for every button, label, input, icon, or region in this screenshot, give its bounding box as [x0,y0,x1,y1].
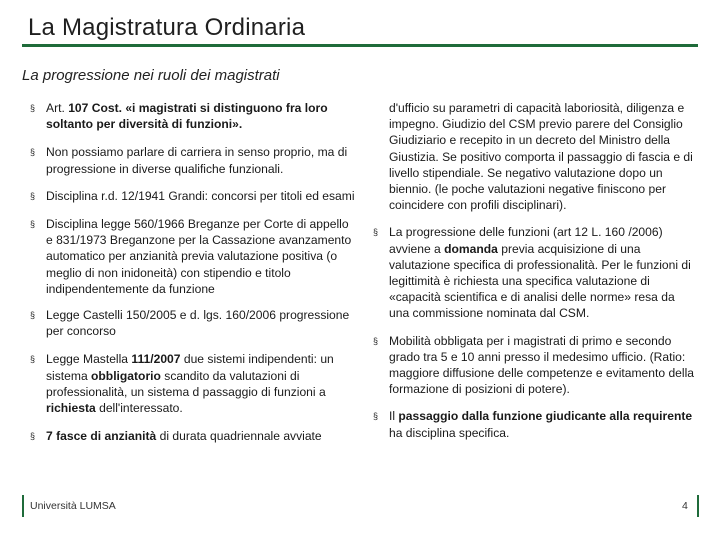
bullet-icon: § [30,310,36,321]
item-text-bold: 7 fasce di anzianità [46,429,157,444]
list-item [373,333,695,398]
item-text: Non possiamo parlare di carriera in senso proprio, ma di progressione in diverse qualifiche funzionali. [46,145,348,176]
page-number: 4 [682,500,688,512]
footer-accent-bar [697,495,699,517]
item-text-bold: passaggio dalla funzione giudicante alla requirente [398,409,693,424]
bullet-icon: § [30,354,36,365]
footer-institution: Università LUMSA [30,500,116,512]
bullet-icon: § [30,431,36,442]
item-text: Legge Mastella [46,352,132,367]
item-text: due sistemi indipendenti: un sistema [46,352,334,383]
list-item [30,100,355,132]
item-text: dell'interessato. [95,401,183,416]
item-text: Art. [46,101,69,115]
list-item [30,188,355,204]
footer-accent-bar [22,495,24,517]
list-item [30,307,355,339]
bullet-icon: § [373,227,379,238]
item-text-bold: domanda [444,241,498,256]
bullet-icon: § [30,219,36,230]
item-text-bold: 107 Cost. «i magistrati si distinguono fra loro soltanto per diversità di funzioni». [46,101,328,132]
item-text: Il [389,409,399,424]
bullet-icon: § [373,411,379,422]
list-item [30,428,355,444]
bullet-icon: § [373,335,379,346]
item-text: La progressione delle funzioni (art 12 L. 160 /2006) avviene a [389,225,663,256]
item-text: Disciplina r.d. 12/1941 Grandi: concorsi per titoli ed esami [46,188,355,203]
item-text-bold: obbligatorio [91,368,161,383]
item-text: di durata quadriennale avviate [156,429,322,444]
slide-subtitle: La progressione nei ruoli dei magistrati [22,67,280,84]
list-item [373,408,695,440]
right-column [373,100,695,441]
left-column [30,100,355,444]
item-text: ha disciplina specifica. [389,425,510,440]
item-text: Legge Castelli 150/2005 e d. lgs. 160/2006 progressione per concorso [46,308,350,339]
list-item [373,224,695,321]
slide-title: La Magistratura Ordinaria [28,14,306,41]
item-text-bold: 111/2007 [131,352,181,367]
item-text: Mobilità obbligata per i magistrati di primo e secondo grado tra 5 e 10 anni presso il medesimo ufficio. (Ratio: maggiore diffusione delle competenze e evitamento della formazione di posizioni di potere). [389,333,695,397]
list-item [30,216,355,297]
list-item [30,351,355,416]
bullet-icon: § [30,103,36,113]
title-divider [22,44,698,47]
continuation-text: d'ufficio su parametri di capacità laboriosità, diligenza e impegno. Giudizio del CSM previo parere del Consiglio Giudiziario e recepito in un decreto del Ministro della Giustizia. Se positivo comporta il passaggio di fascia e di livello stipendiale. Se negativo valutazione dopo un biennio. (le poche valutazioni negative finiscono per coincidere con profili disciplinari). [389,101,693,213]
bullet-icon: § [30,190,36,201]
list-item [30,144,355,176]
item-text: scandito da valutazioni di professionalità, un sistema d passaggio di funzioni a [46,368,326,399]
item-text: Disciplina legge 560/1966 Breganze per Corte di appello e 831/1973 Breganzone per la Cassazione avanzamento automatico per anzianità previa valutazione positiva (o meglio di non inidoneità) con stipendio e titolo indipendentemente da funzione [46,217,352,296]
item-text-bold: richiesta [46,401,96,416]
item-text: previa acquisizione di una valutazione specifica di professionalità. Per le funzioni di legittimità è richiesta una specifica valutazione di «capacità scientifica e di analisi delle norme» resa da una commissione nominata dal CSM. [389,241,691,321]
bullet-icon: § [30,147,36,158]
